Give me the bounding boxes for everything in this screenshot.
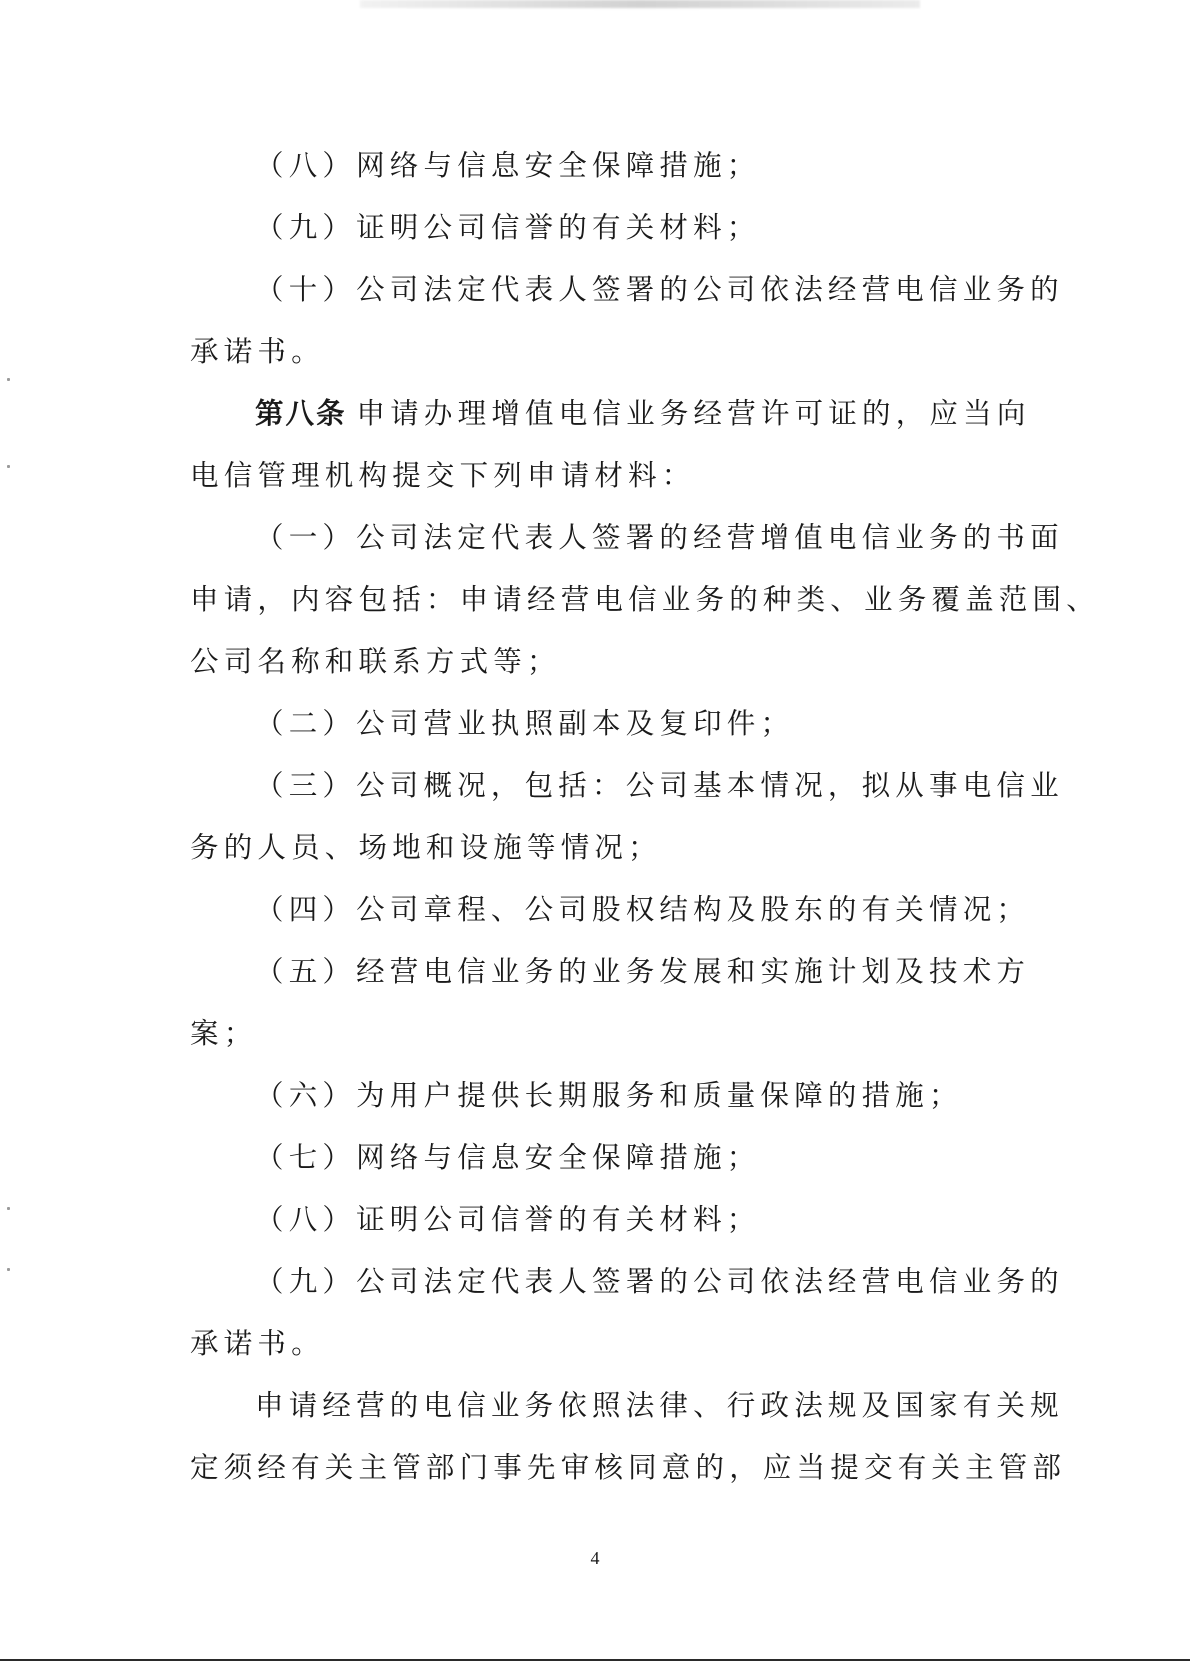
text-line: （六）为用户提供长期服务和质量保障的措施； [255,1079,963,1112]
text-line: （八）网络与信息安全保障措施； [255,149,761,182]
text-line: （九）公司法定代表人签署的公司依法经营电信业务的 [255,1265,1064,1298]
page-number: 4 [590,1548,600,1568]
article-label: 第八条 [255,397,347,430]
text-line: （九）证明公司信誉的有关材料； [255,211,761,244]
text-line: （五）经营电信业务的业务发展和实施计划及技术方 [255,955,1031,988]
scan-smudge-top [360,0,920,8]
text-line: 申请经营的电信业务依照法律、行政法规及国家有关规 [255,1389,1064,1422]
text-line: 电信管理机构提交下列申请材料： [190,459,696,492]
text-line: 定须经有关主管部门事先审核同意的，应当提交有关主管部 [190,1451,1067,1484]
text-line: （三）公司概况，包括：公司基本情况，拟从事电信业 [255,769,1064,802]
text-line: （八）证明公司信誉的有关材料； [255,1203,761,1236]
text-line: 案； [190,1017,258,1050]
text-line: （七）网络与信息安全保障措施； [255,1141,761,1174]
scan-mark [7,378,10,381]
text-line: （一）公司法定代表人签署的经营增值电信业务的书面 [255,521,1064,554]
text-line: （四）公司章程、公司股权结构及股东的有关情况； [255,893,1031,926]
scan-mark [7,1268,10,1271]
text-line: 公司名称和联系方式等； [190,645,561,678]
text-line: 承诺书。 [190,335,325,368]
text-line: （十）公司法定代表人签署的公司依法经营电信业务的 [255,273,1064,306]
text-line: 承诺书。 [190,1327,325,1360]
page-bottom-edge [0,1659,1190,1661]
document-body [190,135,1100,1499]
article-heading-line: 第八条 申请办理增值电信业务经营许可证的，应当向 [255,397,1031,430]
scan-mark [7,1207,10,1210]
text-line: （二）公司营业执照副本及复印件； [255,707,795,740]
scan-mark [7,465,10,468]
text-line: 申请，内容包括：申请经营电信业务的种类、业务覆盖范围、 [190,583,1100,616]
text-line: 务的人员、场地和设施等情况； [190,831,662,864]
